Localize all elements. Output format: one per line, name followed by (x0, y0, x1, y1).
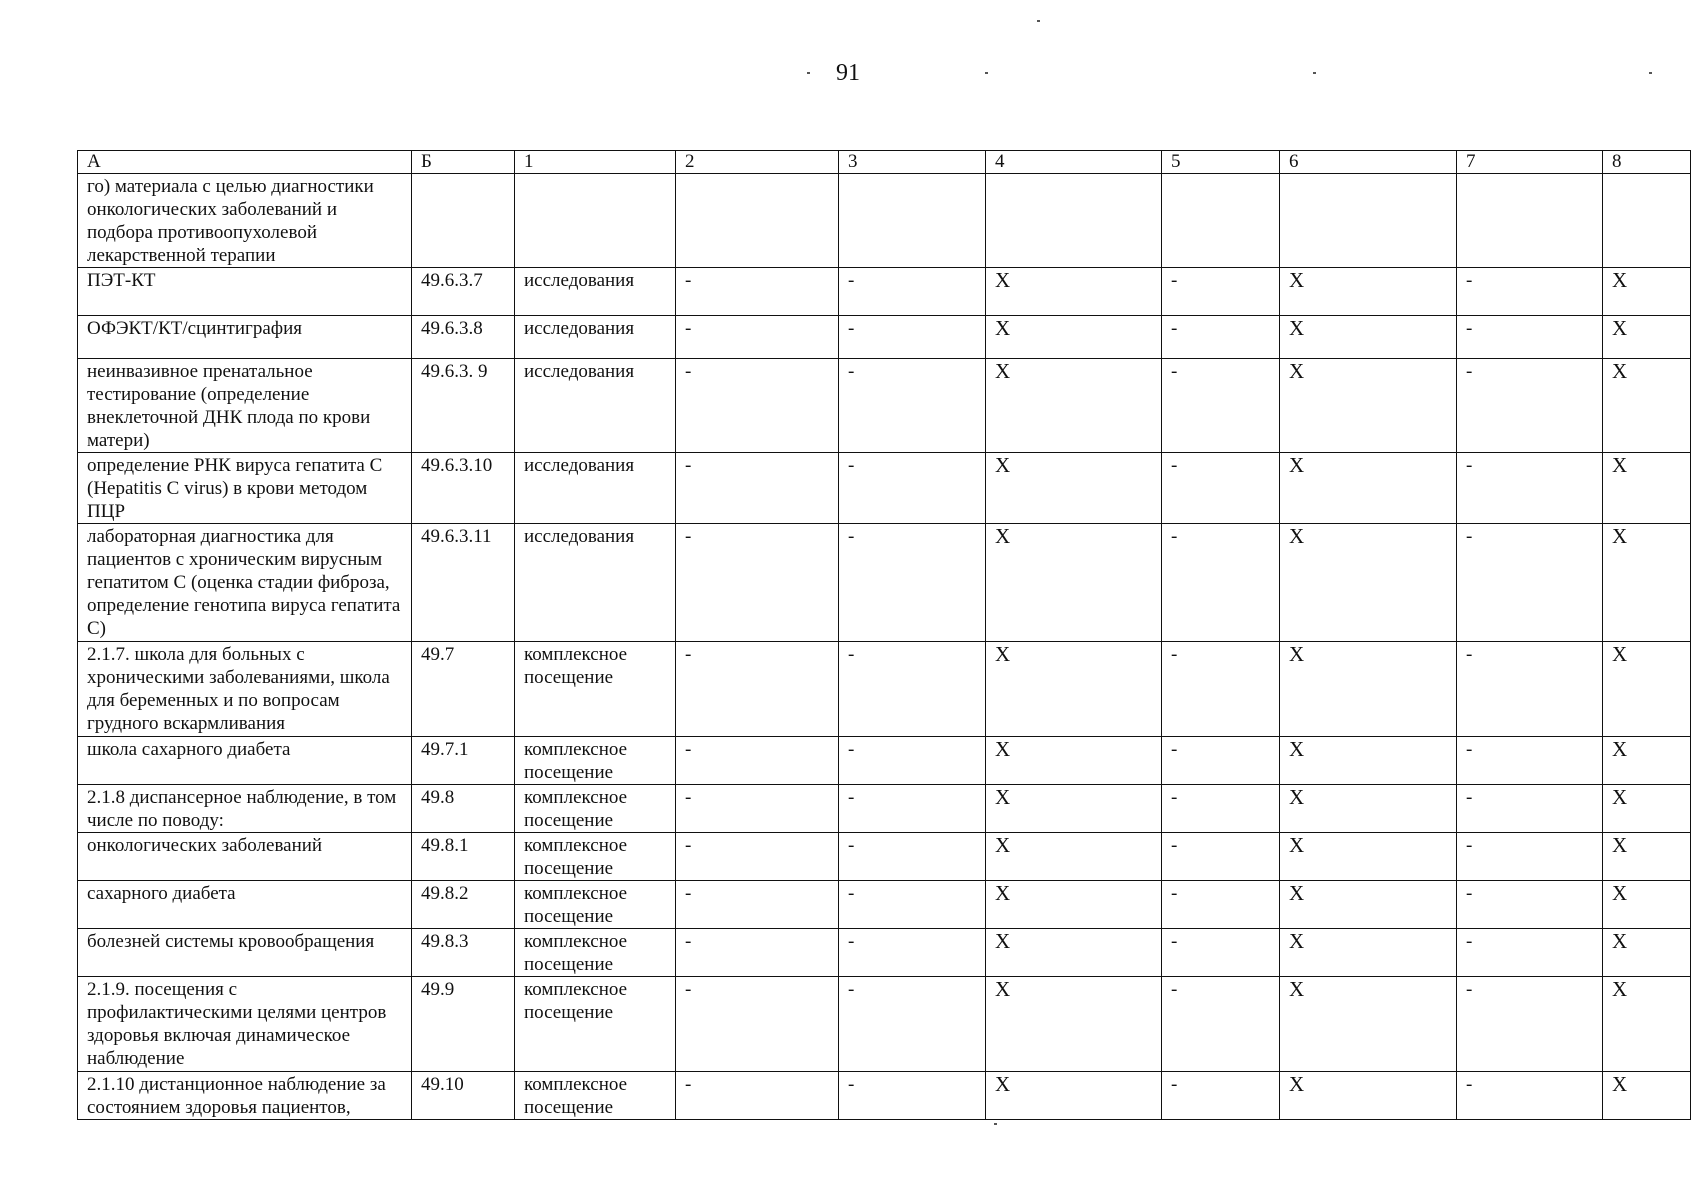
row-name-cell: школа сахарного диабета (78, 737, 412, 785)
row-col7-cell: - (1457, 1072, 1603, 1120)
row-col3-cell: - (839, 1072, 986, 1120)
table-row (78, 524, 1691, 642)
row-code-cell: 49.8.3 (412, 929, 515, 977)
table-row (78, 977, 1691, 1072)
row-col4-cell: X (986, 642, 1162, 737)
row-col6-cell: X (1280, 929, 1457, 977)
row-code-cell: 49.9 (412, 977, 515, 1072)
row-col2-cell: - (676, 359, 839, 453)
row-col2-cell: - (676, 453, 839, 524)
row-col3-cell: - (839, 929, 986, 977)
row-col8-cell (1603, 174, 1691, 268)
row-col3-cell: - (839, 268, 986, 316)
row-name-cell: го) материала с целью диагностики онкологических заболеваний и подбора противоопухолевой лекарственной терапии (78, 174, 412, 268)
row-code-cell: 49.6.3.7 (412, 268, 515, 316)
row-name-cell: ОФЭКТ/КТ/сцинтиграфия (78, 316, 412, 359)
table-row (78, 174, 1691, 268)
row-col4-cell (986, 174, 1162, 268)
table-row (78, 642, 1691, 737)
row-col5-cell: - (1162, 977, 1280, 1072)
table-row (78, 453, 1691, 524)
row-col6-cell: X (1280, 524, 1457, 642)
row-col6-cell: X (1280, 785, 1457, 833)
row-name-cell: определение РНК вируса гепатита С (Hepatitis C virus) в крови методом ПЦР (78, 453, 412, 524)
row-col5-cell: - (1162, 453, 1280, 524)
row-code-cell: 49.8 (412, 785, 515, 833)
row-col3-cell (839, 174, 986, 268)
row-col8-cell: X (1603, 316, 1691, 359)
row-col3-cell: - (839, 524, 986, 642)
row-col4-cell: X (986, 833, 1162, 881)
row-col3-cell: - (839, 453, 986, 524)
row-col6-cell: X (1280, 453, 1457, 524)
row-unit-cell: комплексное посещение (515, 785, 676, 833)
row-unit-cell: исследования (515, 316, 676, 359)
table-body (78, 151, 1691, 1120)
row-name-cell: 2.1.10 дистанционное наблюдение за состоянием здоровья пациентов, (78, 1072, 412, 1120)
row-col2-cell: - (676, 785, 839, 833)
row-code-cell: 49.6.3.10 (412, 453, 515, 524)
row-col7-cell: - (1457, 268, 1603, 316)
row-unit-cell: комплексное посещение (515, 737, 676, 785)
row-unit-cell: исследования (515, 524, 676, 642)
row-col2-cell (676, 174, 839, 268)
row-col3-cell: - (839, 642, 986, 737)
row-col2-cell: - (676, 316, 839, 359)
row-col2-cell: - (676, 833, 839, 881)
row-name-cell: лабораторная диагностика для пациентов с хроническим вирусным гепатитом С (оценка стадии фиброза, определение генотипа вируса гепатита С) (78, 524, 412, 642)
header-cell-8: 8 (1603, 151, 1691, 174)
row-col4-cell: X (986, 268, 1162, 316)
row-code-cell: 49.10 (412, 1072, 515, 1120)
table-row (78, 359, 1691, 453)
row-code-cell: 49.6.3. 9 (412, 359, 515, 453)
row-name-cell: ПЭТ-КТ (78, 268, 412, 316)
row-col8-cell: X (1603, 268, 1691, 316)
row-col8-cell: X (1603, 977, 1691, 1072)
row-col3-cell: - (839, 881, 986, 929)
row-col7-cell: - (1457, 833, 1603, 881)
row-col6-cell: X (1280, 881, 1457, 929)
table-row (78, 881, 1691, 929)
row-col3-cell: - (839, 977, 986, 1072)
row-col6-cell: X (1280, 737, 1457, 785)
row-col7-cell: - (1457, 977, 1603, 1072)
scan-speck (994, 1123, 997, 1125)
row-code-cell: 49.6.3.11 (412, 524, 515, 642)
row-col4-cell: X (986, 785, 1162, 833)
scan-speck (1313, 72, 1316, 74)
row-col8-cell: X (1603, 785, 1691, 833)
row-col7-cell: - (1457, 453, 1603, 524)
header-cell-b: Б (412, 151, 515, 174)
row-col4-cell: X (986, 881, 1162, 929)
row-col7-cell: - (1457, 316, 1603, 359)
row-col7-cell: - (1457, 737, 1603, 785)
table-row (78, 785, 1691, 833)
row-unit-cell: комплексное посещение (515, 642, 676, 737)
row-col4-cell: X (986, 737, 1162, 785)
row-col7-cell: - (1457, 524, 1603, 642)
scan-speck (1037, 20, 1040, 22)
row-unit-cell: комплексное посещение (515, 833, 676, 881)
row-col5-cell: - (1162, 881, 1280, 929)
header-row (78, 151, 1691, 174)
header-cell-6: 6 (1280, 151, 1457, 174)
row-col5-cell: - (1162, 737, 1280, 785)
row-col5-cell: - (1162, 833, 1280, 881)
row-col5-cell: - (1162, 268, 1280, 316)
header-cell-3: 3 (839, 151, 986, 174)
row-col5-cell: - (1162, 359, 1280, 453)
row-code-cell (412, 174, 515, 268)
row-col3-cell: - (839, 737, 986, 785)
row-col8-cell: X (1603, 1072, 1691, 1120)
row-col5-cell: - (1162, 316, 1280, 359)
row-name-cell: 2.1.8 диспансерное наблюдение, в том числе по поводу: (78, 785, 412, 833)
row-col8-cell: X (1603, 524, 1691, 642)
row-col6-cell: X (1280, 268, 1457, 316)
data-table (77, 150, 1691, 1120)
row-col6-cell: X (1280, 977, 1457, 1072)
row-col6-cell: X (1280, 316, 1457, 359)
row-col7-cell: - (1457, 785, 1603, 833)
table-row (78, 929, 1691, 977)
row-unit-cell: комплексное посещение (515, 929, 676, 977)
header-cell-5: 5 (1162, 151, 1280, 174)
row-code-cell: 49.8.1 (412, 833, 515, 881)
row-unit-cell: комплексное посещение (515, 977, 676, 1072)
row-col5-cell: - (1162, 785, 1280, 833)
row-col2-cell: - (676, 929, 839, 977)
row-col5-cell: - (1162, 524, 1280, 642)
header-cell-2: 2 (676, 151, 839, 174)
row-col8-cell: X (1603, 359, 1691, 453)
header-cell-1: 1 (515, 151, 676, 174)
row-col5-cell (1162, 174, 1280, 268)
row-col6-cell: X (1280, 642, 1457, 737)
row-col2-cell: - (676, 881, 839, 929)
row-col2-cell: - (676, 977, 839, 1072)
header-cell-a: А (78, 151, 412, 174)
row-name-cell: 2.1.9. посещения с профилактическими целями центров здоровья включая динамическое наблюдение (78, 977, 412, 1072)
row-col5-cell: - (1162, 1072, 1280, 1120)
table-row (78, 268, 1691, 316)
table-row (78, 833, 1691, 881)
row-col5-cell: - (1162, 929, 1280, 977)
row-unit-cell (515, 174, 676, 268)
row-col4-cell: X (986, 453, 1162, 524)
row-code-cell: 49.7 (412, 642, 515, 737)
row-name-cell: болезней системы кровообращения (78, 929, 412, 977)
row-col7-cell: - (1457, 642, 1603, 737)
row-col4-cell: X (986, 316, 1162, 359)
row-col8-cell: X (1603, 453, 1691, 524)
page-number: 91 (836, 60, 860, 86)
row-col6-cell: X (1280, 833, 1457, 881)
row-name-cell: неинвазивное пренатальное тестирование (определение внеклеточной ДНК плода по крови матери) (78, 359, 412, 453)
table-row (78, 737, 1691, 785)
row-col7-cell: - (1457, 359, 1603, 453)
row-unit-cell: комплексное посещение (515, 1072, 676, 1120)
row-col3-cell: - (839, 833, 986, 881)
row-code-cell: 49.7.1 (412, 737, 515, 785)
row-name-cell: онкологических заболеваний (78, 833, 412, 881)
row-name-cell: сахарного диабета (78, 881, 412, 929)
table-row (78, 316, 1691, 359)
row-col6-cell: X (1280, 359, 1457, 453)
row-col6-cell: X (1280, 1072, 1457, 1120)
scan-speck (985, 72, 988, 74)
row-col2-cell: - (676, 642, 839, 737)
row-col4-cell: X (986, 359, 1162, 453)
row-col8-cell: X (1603, 737, 1691, 785)
row-col4-cell: X (986, 1072, 1162, 1120)
row-col4-cell: X (986, 524, 1162, 642)
row-col3-cell: - (839, 316, 986, 359)
row-col2-cell: - (676, 268, 839, 316)
header-cell-4: 4 (986, 151, 1162, 174)
header-cell-7: 7 (1457, 151, 1603, 174)
row-col3-cell: - (839, 359, 986, 453)
row-col4-cell: X (986, 929, 1162, 977)
row-col7-cell (1457, 174, 1603, 268)
row-col5-cell: - (1162, 642, 1280, 737)
row-col8-cell: X (1603, 881, 1691, 929)
row-name-cell: 2.1.7. школа для больных с хроническими заболеваниями, школа для беременных и по вопросам грудного вскармливания (78, 642, 412, 737)
row-unit-cell: исследования (515, 268, 676, 316)
row-col8-cell: X (1603, 642, 1691, 737)
row-col2-cell: - (676, 737, 839, 785)
row-code-cell: 49.8.2 (412, 881, 515, 929)
row-col7-cell: - (1457, 929, 1603, 977)
row-unit-cell: комплексное посещение (515, 881, 676, 929)
row-unit-cell: исследования (515, 359, 676, 453)
row-col8-cell: X (1603, 929, 1691, 977)
row-col8-cell: X (1603, 833, 1691, 881)
row-col2-cell: - (676, 524, 839, 642)
row-col6-cell (1280, 174, 1457, 268)
table-row (78, 1072, 1691, 1120)
row-col3-cell: - (839, 785, 986, 833)
row-code-cell: 49.6.3.8 (412, 316, 515, 359)
row-col7-cell: - (1457, 881, 1603, 929)
row-unit-cell: исследования (515, 453, 676, 524)
scan-speck (807, 72, 810, 74)
row-col4-cell: X (986, 977, 1162, 1072)
scan-speck (1649, 72, 1652, 74)
row-col2-cell: - (676, 1072, 839, 1120)
